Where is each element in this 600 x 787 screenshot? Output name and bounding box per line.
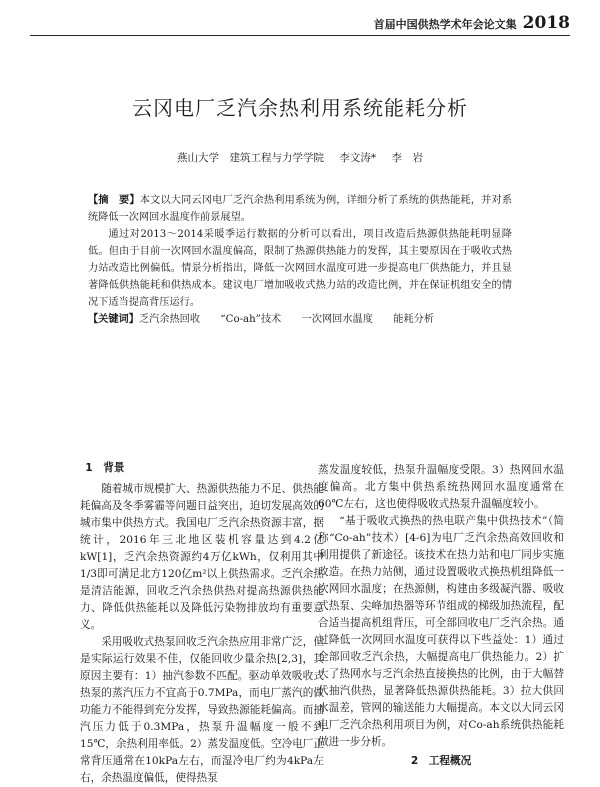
right-column (318, 462, 564, 770)
keywords-line (88, 311, 512, 328)
running-header (30, 10, 570, 36)
body-paragraph: “基于吸收式换热的热电联产集中供热技术”（简称“Co-ah”技术）[4-6]为电厂乏汽余热高效回收和利用提供了新途径。该技术在热力站和电厂同步实施改造。在热力站侧，通过设置吸收式换热机组降低一次网回水温度；在热源侧，构建由多级凝汽器、吸收式热泵、尖峰加热器等环节组成的梯级加热流程，配合适当提高机组背压，可全部回收电厂乏汽余热。通过降低一次网回水温度可获得以下些益处：1）通过全部回收乏汽余热，大幅提高电厂供热能力。2）扩大了热网水与乏汽余热直接换热的比例，由于大幅替代抽汽供热，显著降低热源供热能耗。3）拉大供回水温差，管网的输送能力大幅提高。本文以大同云冈电厂乏汽余热利用项目为例，对Co-ah系统供热能耗做进一步分析。 (318, 515, 564, 748)
proceedings-year: 2018 (522, 13, 570, 33)
left-column (80, 460, 324, 787)
body-paragraph: 蒸发温度较低，热泵升温幅度受限。3）热网回水温度偏高。北方集中供热系统热网回水温度通常在60℃左右，这也使得吸收式热泵升温幅度较小。 (318, 464, 564, 510)
paper-title: 云冈电厂乏汽余热利用系统能耗分析 (132, 96, 468, 120)
section-heading: 1 背景 (85, 462, 125, 474)
abstract-para-1 (88, 192, 512, 226)
abstract-label: 【摘 要】 (88, 194, 140, 206)
author-name: 李文涛* (339, 152, 377, 164)
abstract-text-2: 通过对2013～2014采暖季运行数据的分析可以看出，项目改造后热源供热能耗明显降低。但由于目前一次网回水温度偏高，限制了热源供热能力的发挥，其主要原因在于吸收式热力站改造比例偏低。情景分析指出，降低一次网回水温度可进一步提高电厂供热能力，并且显著降低供热能耗和供热成本。建议电厂增加吸收式热力站的改造比例，并在保证机组安全的情况下适当提高背压运行。 (88, 229, 512, 308)
keywords-label: 【关键词】 (88, 313, 139, 325)
proceedings-title: 首届中国供热学术年会论文集 (373, 18, 517, 31)
keywords: 乏汽余热回收 “Co-ah”技术 一次网回水温度 能耗分析 (138, 314, 435, 325)
author-line (0, 150, 600, 165)
author-name: 李 岩 (391, 152, 423, 164)
section-heading: 2 工程概况 (410, 755, 472, 767)
body-paragraph: 随着城市规模扩大、热源供热能力不足、供热能耗偏高及冬季雾霾等问题日益突出，迫切发展高效的城市集中供热方式。我国电厂乏汽余热资源丰富，据统计，2016年三北地区装机容量达到4.2亿kW[1]，乏汽余热资源约4万亿kWh，仅利用其中1/3即可满足北方120亿m²以上供热需求。乏汽余热是清洁能源，回收乏汽余热供热对提高热源供热能力、降低供热能耗以及降低污染物排放均有重要意义。 (80, 483, 324, 631)
affiliation: 燕山大学 建筑工程与力学学院 (177, 152, 325, 164)
abstract-text-1: 本文以大同云冈电厂乏汽余热利用系统为例，详细分析了系统的供热能耗，并对系统降低一次网回水温度作前景展望。 (88, 195, 513, 223)
abstract-block (88, 192, 512, 328)
body-paragraph: 采用吸收式热泵回收乏汽余热应用非常广泛，但是实际运行效果不佳，仅能回收少量余热[2,3]，其原因主要有：1）抽汽参数不匹配。驱动单效吸收式热泵的蒸汽压力不宜高于0.7MPa，而电厂蒸汽的做功能力不能得到充分发挥，导致热源能耗偏高。而抽汽压力低于0.3MPa，热泵升温幅度一般不到15℃，余热利用率低。2）蒸发温度低。空冷电厂正常背压通常在10kPa左右，而湿冷电厂约为4kPa左右，余热温度偏低，使得热泵 (80, 636, 324, 784)
